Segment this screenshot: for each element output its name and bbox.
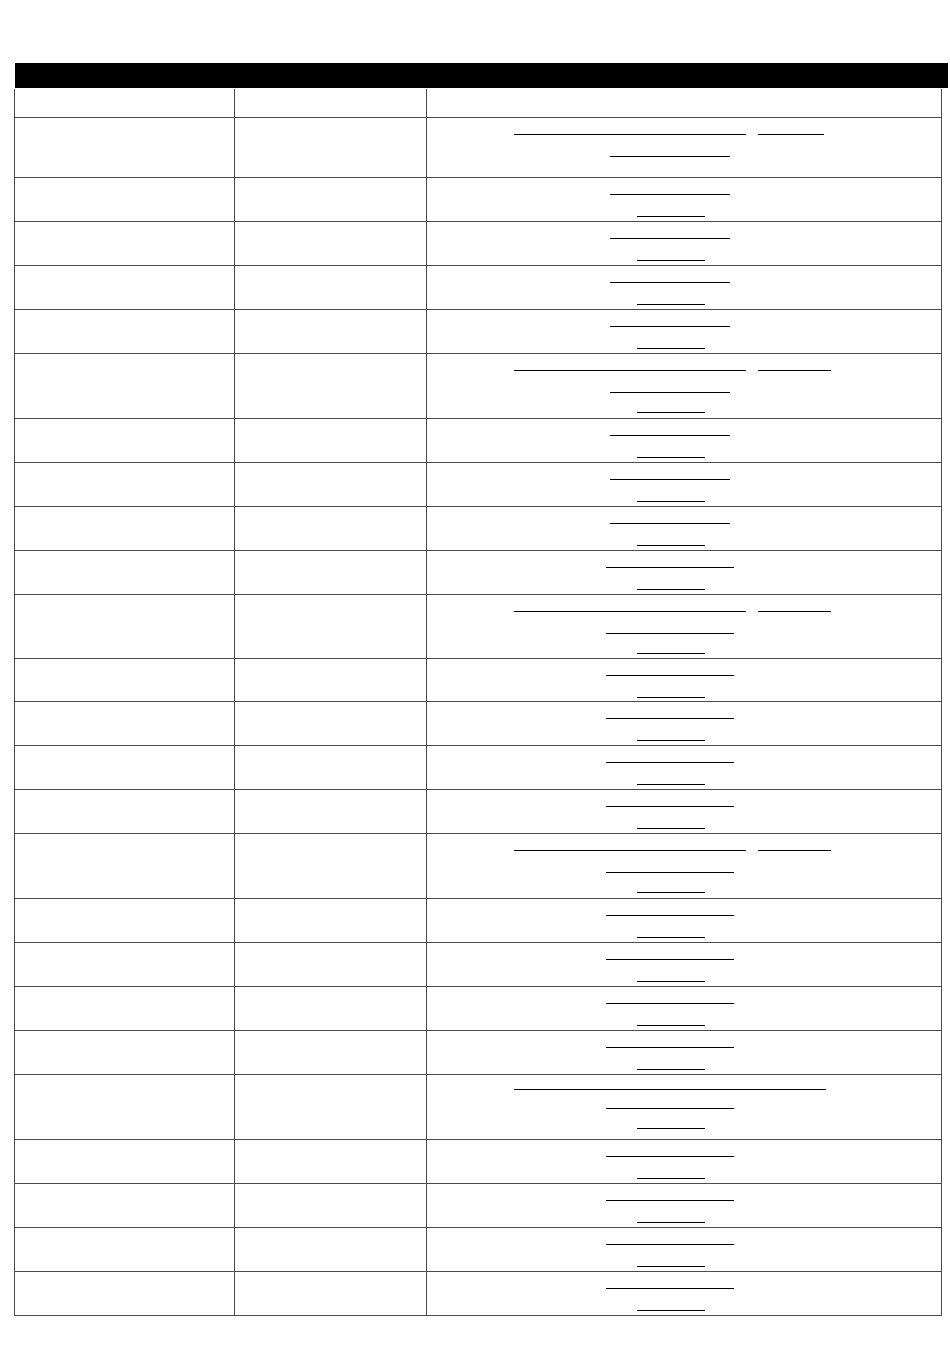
row-value-cell[interactable]	[235, 943, 427, 986]
table-row	[15, 1140, 942, 1184]
table-row	[15, 222, 942, 266]
row-fill-in-cell[interactable]	[427, 702, 942, 745]
blank-fill-line[interactable]	[637, 892, 705, 893]
row-label-cell[interactable]	[15, 222, 235, 265]
table-row	[15, 178, 942, 222]
row-fill-in-cell[interactable]	[427, 178, 942, 221]
table-row	[15, 463, 942, 507]
blank-fill-line[interactable]	[637, 937, 705, 938]
blank-fill-line[interactable]	[514, 1089, 826, 1090]
row-fill-in-cell[interactable]	[427, 943, 942, 986]
blank-fill-line[interactable]	[606, 1047, 734, 1048]
row-fill-in-cell[interactable]	[427, 419, 942, 462]
table-header-row	[15, 89, 942, 118]
blank-fill-line[interactable]	[514, 611, 746, 612]
table-row	[15, 746, 942, 790]
table-row	[15, 1184, 942, 1228]
blank-fill-line[interactable]	[610, 435, 730, 436]
row-label-cell[interactable]	[15, 943, 235, 986]
blank-fill-line[interactable]	[606, 959, 734, 960]
blank-fill-line[interactable]	[610, 156, 730, 157]
row-label-cell[interactable]	[15, 118, 235, 177]
blank-fill-line[interactable]	[606, 1244, 734, 1245]
row-value-cell[interactable]	[235, 595, 427, 658]
table-row	[15, 595, 942, 659]
blank-fill-line[interactable]	[610, 479, 730, 480]
row-value-cell[interactable]	[235, 310, 427, 353]
row-label-cell[interactable]	[15, 507, 235, 550]
blank-fill-line[interactable]	[637, 545, 705, 546]
row-value-cell[interactable]	[235, 1228, 427, 1271]
form-table	[14, 89, 942, 1316]
row-label-cell[interactable]	[15, 595, 235, 658]
row-label-cell[interactable]	[15, 1272, 235, 1315]
row-value-cell[interactable]	[235, 834, 427, 898]
blank-fill-line[interactable]	[637, 1178, 705, 1179]
row-fill-in-cell[interactable]	[427, 1228, 942, 1271]
table-row	[15, 1272, 942, 1316]
row-label-cell[interactable]	[15, 834, 235, 898]
row-fill-in-cell[interactable]	[427, 1031, 942, 1074]
blank-fill-line[interactable]	[606, 1288, 734, 1289]
row-value-cell[interactable]	[235, 1031, 427, 1074]
row-fill-in-cell[interactable]	[427, 463, 942, 506]
section-banner	[15, 63, 948, 88]
blank-fill-line[interactable]	[606, 762, 734, 763]
row-label-cell[interactable]	[15, 790, 235, 833]
row-value-cell[interactable]	[235, 178, 427, 221]
table-row	[15, 118, 942, 178]
row-label-cell[interactable]	[15, 1031, 235, 1074]
table-row	[15, 507, 942, 551]
table-row	[15, 310, 942, 354]
blank-fill-line[interactable]	[637, 697, 705, 698]
row-fill-in-cell[interactable]	[427, 1272, 942, 1315]
row-value-cell[interactable]	[235, 507, 427, 550]
blank-fill-line[interactable]	[610, 392, 730, 393]
row-value-cell[interactable]	[235, 790, 427, 833]
row-value-cell[interactable]	[235, 266, 427, 309]
table-row	[15, 987, 942, 1031]
row-label-cell[interactable]	[15, 1228, 235, 1271]
row-label-cell[interactable]	[15, 1184, 235, 1227]
row-label-cell[interactable]	[15, 354, 235, 418]
row-value-cell[interactable]	[235, 659, 427, 701]
blank-fill-line[interactable]	[637, 457, 705, 458]
row-fill-in-cell[interactable]	[427, 659, 942, 701]
row-label-cell[interactable]	[15, 463, 235, 506]
row-fill-in-cell[interactable]	[427, 746, 942, 789]
row-label-cell[interactable]	[15, 310, 235, 353]
row-label-cell[interactable]	[15, 551, 235, 594]
row-label-cell[interactable]	[15, 987, 235, 1030]
table-row	[15, 1031, 942, 1075]
row-fill-in-cell[interactable]	[427, 595, 942, 658]
row-label-cell[interactable]	[15, 702, 235, 745]
blank-fill-line[interactable]	[606, 872, 734, 873]
row-label-cell[interactable]	[15, 1075, 235, 1139]
row-value-cell[interactable]	[235, 419, 427, 462]
blank-fill-line[interactable]	[514, 850, 746, 851]
blank-fill-line[interactable]	[637, 1069, 705, 1070]
blank-fill-line[interactable]	[606, 675, 734, 676]
blank-fill-line[interactable]	[758, 850, 831, 851]
table-row	[15, 419, 942, 463]
row-fill-in-cell[interactable]	[427, 118, 942, 177]
blank-fill-line[interactable]	[637, 828, 705, 829]
table-row	[15, 834, 942, 899]
blank-fill-line[interactable]	[606, 567, 734, 568]
blank-fill-line[interactable]	[606, 1200, 734, 1201]
table-row	[15, 899, 942, 943]
blank-fill-line[interactable]	[637, 981, 705, 982]
row-label-cell[interactable]	[15, 419, 235, 462]
row-fill-in-cell[interactable]	[427, 507, 942, 550]
blank-fill-line[interactable]	[637, 1310, 705, 1311]
row-value-cell[interactable]	[235, 899, 427, 942]
row-value-cell[interactable]	[235, 118, 427, 177]
table-row	[15, 1075, 942, 1140]
blank-fill-line[interactable]	[637, 501, 705, 502]
row-fill-in-cell[interactable]	[427, 1184, 942, 1227]
blank-fill-line[interactable]	[637, 1128, 705, 1129]
blank-fill-line[interactable]	[637, 304, 705, 305]
row-fill-in-cell[interactable]	[427, 551, 942, 594]
row-value-cell[interactable]	[235, 987, 427, 1030]
row-fill-in-cell[interactable]	[427, 310, 942, 353]
row-fill-in-cell[interactable]	[427, 354, 942, 418]
row-value-cell[interactable]	[235, 746, 427, 789]
row-fill-in-cell[interactable]	[427, 1140, 942, 1183]
table-row	[15, 266, 942, 310]
row-value-cell[interactable]	[235, 222, 427, 265]
row-fill-in-cell[interactable]	[427, 1075, 942, 1139]
blank-fill-line[interactable]	[610, 194, 730, 195]
blank-fill-line[interactable]	[606, 633, 734, 634]
blank-fill-line[interactable]	[514, 370, 746, 371]
table-row	[15, 1228, 942, 1272]
row-value-cell[interactable]	[235, 1075, 427, 1139]
blank-fill-line[interactable]	[606, 718, 734, 719]
blank-fill-line[interactable]	[637, 260, 705, 261]
row-label-cell[interactable]	[15, 266, 235, 309]
row-value-cell[interactable]	[235, 551, 427, 594]
blank-fill-line[interactable]	[606, 915, 734, 916]
column-header-2	[235, 89, 427, 117]
blank-fill-line[interactable]	[606, 806, 734, 807]
row-fill-in-cell[interactable]	[427, 987, 942, 1030]
row-label-cell[interactable]	[15, 746, 235, 789]
blank-fill-line[interactable]	[637, 1025, 705, 1026]
blank-fill-line[interactable]	[637, 740, 705, 741]
row-fill-in-cell[interactable]	[427, 790, 942, 833]
row-value-cell[interactable]	[235, 354, 427, 418]
blank-fill-line[interactable]	[606, 1108, 734, 1109]
table-row	[15, 551, 942, 595]
table-row	[15, 702, 942, 746]
blank-fill-line[interactable]	[758, 134, 824, 135]
blank-fill-line[interactable]	[610, 523, 730, 524]
blank-fill-line[interactable]	[637, 348, 705, 349]
blank-fill-line[interactable]	[637, 216, 705, 217]
column-header-3	[427, 89, 942, 117]
row-value-cell[interactable]	[235, 702, 427, 745]
row-label-cell[interactable]	[15, 659, 235, 701]
row-fill-in-cell[interactable]	[427, 899, 942, 942]
table-row	[15, 790, 942, 834]
row-value-cell[interactable]	[235, 463, 427, 506]
blank-fill-line[interactable]	[610, 238, 730, 239]
blank-fill-line[interactable]	[514, 134, 746, 135]
row-value-cell[interactable]	[235, 1184, 427, 1227]
column-header-1	[15, 89, 235, 117]
row-label-cell[interactable]	[15, 1140, 235, 1183]
blank-fill-line[interactable]	[606, 1003, 734, 1004]
row-fill-in-cell[interactable]	[427, 266, 942, 309]
row-value-cell[interactable]	[235, 1272, 427, 1315]
table-row	[15, 354, 942, 419]
row-fill-in-cell[interactable]	[427, 222, 942, 265]
blank-fill-line[interactable]	[758, 370, 831, 371]
blank-fill-line[interactable]	[758, 611, 831, 612]
blank-fill-line[interactable]	[610, 282, 730, 283]
row-label-cell[interactable]	[15, 899, 235, 942]
blank-fill-line[interactable]	[637, 653, 705, 654]
row-fill-in-cell[interactable]	[427, 834, 942, 898]
table-row	[15, 943, 942, 987]
blank-fill-line[interactable]	[606, 1156, 734, 1157]
blank-fill-line[interactable]	[637, 784, 705, 785]
blank-fill-line[interactable]	[610, 326, 730, 327]
blank-fill-line[interactable]	[637, 412, 705, 413]
blank-fill-line[interactable]	[637, 1266, 705, 1267]
table-row	[15, 659, 942, 702]
row-value-cell[interactable]	[235, 1140, 427, 1183]
row-label-cell[interactable]	[15, 178, 235, 221]
blank-fill-line[interactable]	[637, 589, 705, 590]
blank-fill-line[interactable]	[637, 1222, 705, 1223]
